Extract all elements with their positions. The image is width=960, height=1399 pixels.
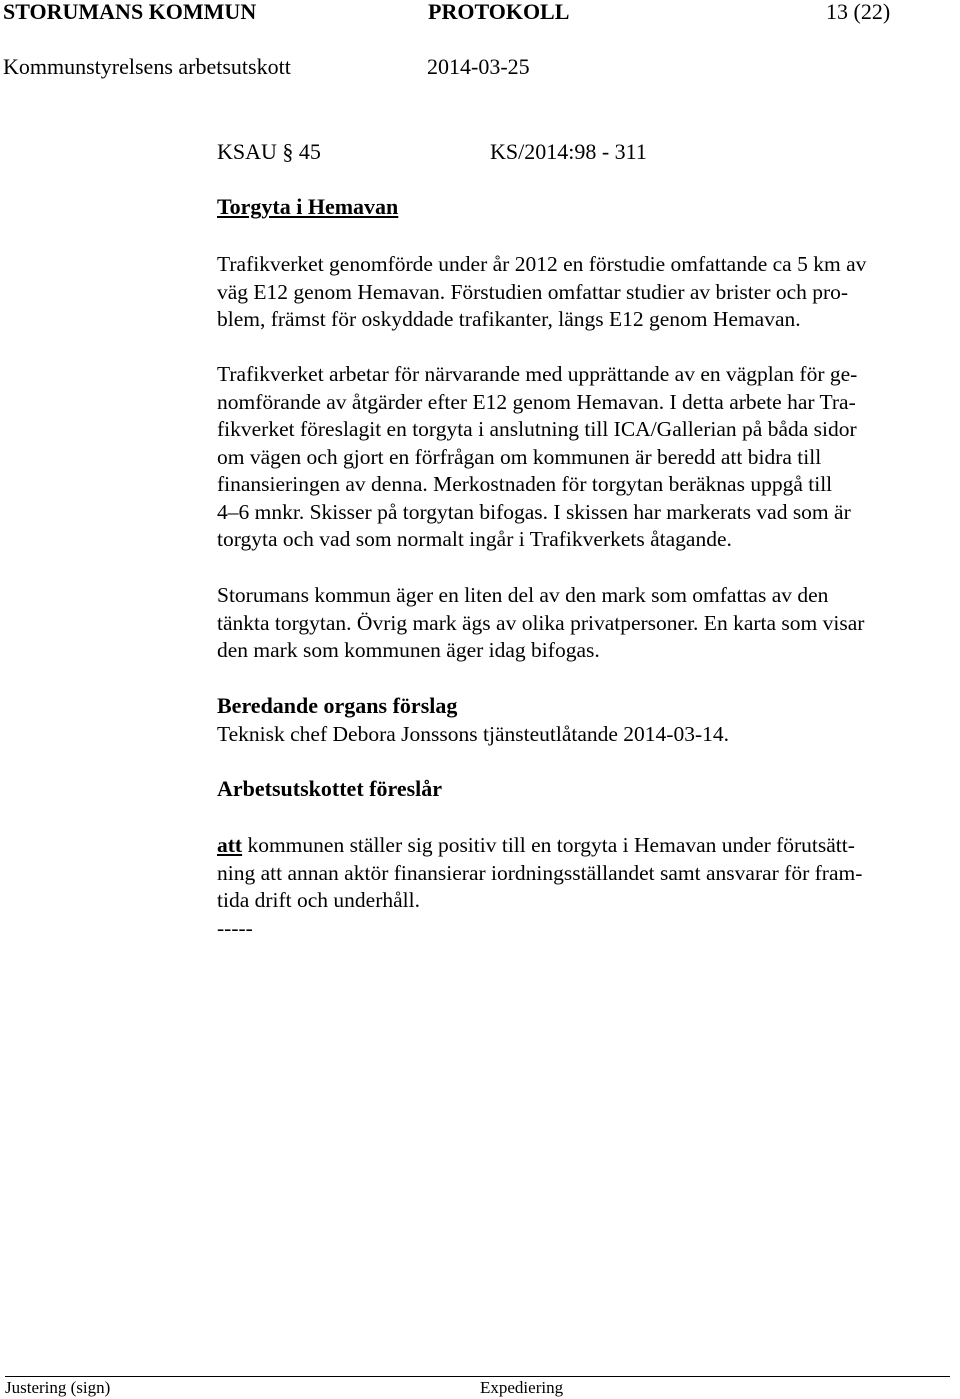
committee-name: Kommunstyrelsens arbetsutskott [3, 54, 291, 79]
proposal-line: Teknisk chef Debora Jonssons tjänsteutlåtande 2014-03-14. [217, 722, 729, 746]
paragraph-2 [217, 361, 857, 554]
paragraph-line: Storumans kommun äger en liten del av den mark som omfattas av den [217, 583, 829, 607]
decision-first-line: kommunen ställer sig positiv till en torgyta i Hemavan under förutsätt- [242, 833, 855, 857]
paragraph-line: fikverket föreslagit en torgyta i anslutning till ICA/Gallerian på båda sidor [217, 417, 857, 441]
paragraph-line: Trafikverket arbetar för närvarande med upprättande av en vägplan för ge- [217, 362, 858, 386]
document-type: PROTOKOLL [428, 0, 570, 24]
expediering-label: Expediering [480, 1378, 564, 1397]
paragraph-line: om vägen och gjort en förfrågan om kommunen är beredd att bidra till [217, 444, 822, 469]
proposal-text [217, 721, 729, 749]
end-marker: ----- [217, 915, 253, 940]
page-title: Torgyta i Hemavan [217, 194, 399, 219]
paragraph-line: tänkta torgytan. Övrig mark ägs av olika privatpersoner. En karta som visar [217, 610, 865, 635]
paragraph-line: nomförande av åtgärder efter E12 genom Hemavan. I detta arbete har Tra- [217, 389, 856, 414]
case-number: KSAU § 45 [217, 139, 321, 164]
justering-label: Justering (sign) [5, 1378, 111, 1397]
page-number: 13 (22) [826, 0, 891, 24]
paragraph-line: den mark som kommunen äger idag bifogas. [217, 638, 600, 662]
paragraph-1 [217, 251, 866, 334]
proposal-heading: Beredande organs förslag [217, 693, 458, 718]
paragraph-line: Trafikverket genomförde under år 2012 en förstudie omfattande ca 5 km av [217, 252, 867, 276]
decision-line: tida drift och underhåll. [217, 888, 420, 912]
paragraph-line: finansieringen av denna. Merkostnaden för torgytan beräknas uppgå till [217, 472, 833, 496]
paragraph-line: väg E12 genom Hemavan. Förstudien omfattar studier av brister och pro- [217, 279, 849, 304]
case-reference: KS/2014:98 - 311 [490, 139, 647, 164]
decision-heading: Arbetsutskottet föreslår [217, 776, 443, 801]
decision-line [217, 832, 862, 860]
decision-text [217, 832, 862, 942]
paragraph-line: torgyta och vad som normalt ingår i Trafikverkets åtagande. [217, 527, 732, 551]
footer-divider [5, 1376, 950, 1377]
decision-line: ning att annan aktör finansierar iordningsställandet samt ansvarar för fram- [217, 860, 863, 885]
paragraph-3 [217, 582, 864, 665]
paragraph-line: 4–6 mnkr. Skisser på torgytan bifogas. I skissen har markerats vad som är [217, 499, 851, 524]
att-label: att [217, 833, 243, 857]
meeting-date: 2014-03-25 [427, 54, 530, 79]
org-name: STORUMANS KOMMUN [3, 0, 257, 24]
paragraph-line: blem, främst för oskyddade trafikanter, längs E12 genom Hemavan. [217, 307, 801, 331]
